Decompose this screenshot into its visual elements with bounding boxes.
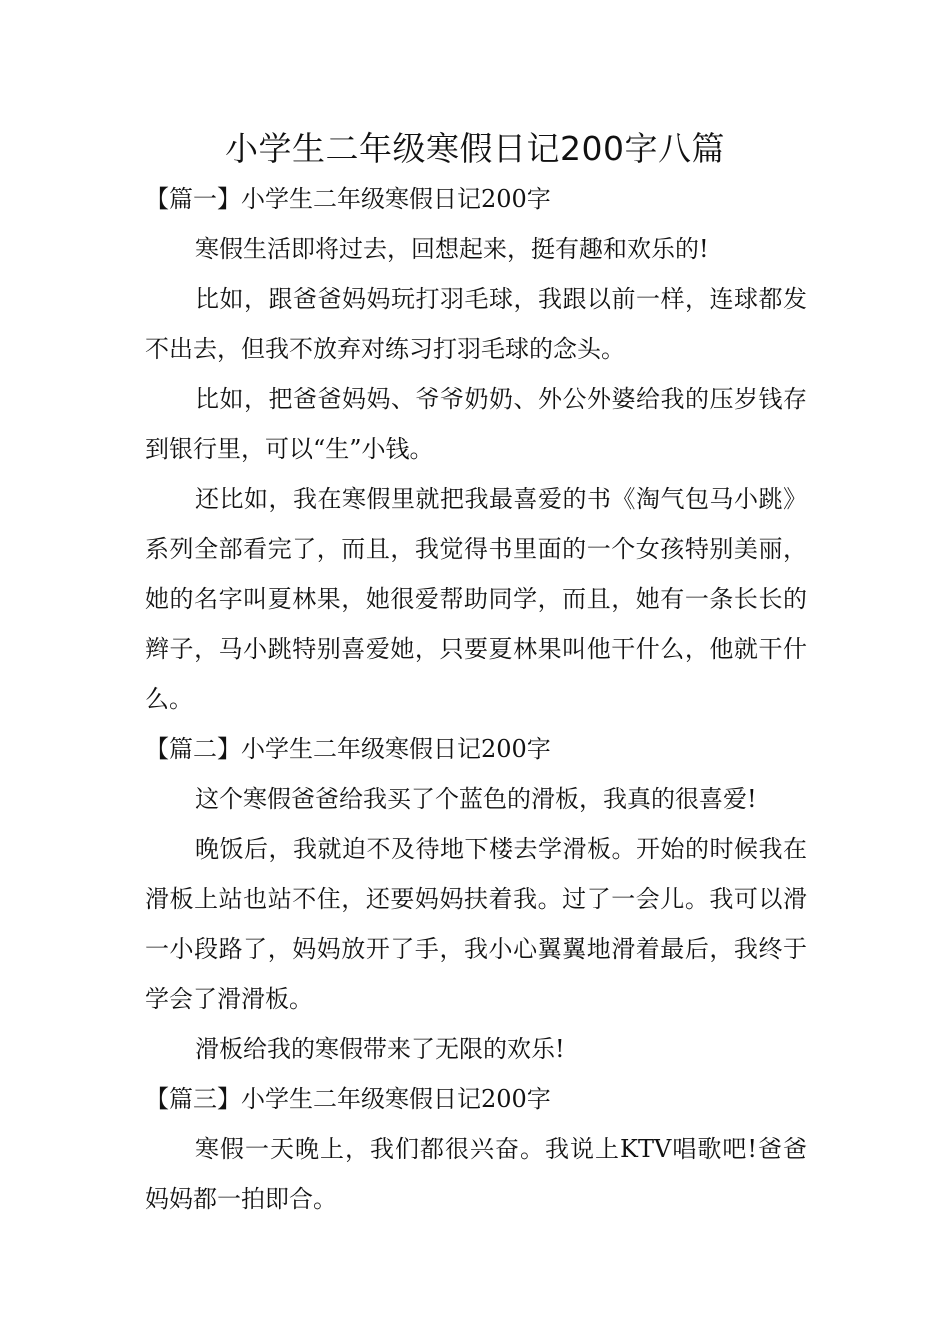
paragraph: 比如，把爸爸妈妈、爷爷奶奶、外公外婆给我的压岁钱存到银行里，可以“生”小钱。 [145, 385, 807, 463]
section-heading: 【篇二】小学生二年级寒假日记200字 [145, 735, 551, 763]
paragraph: 滑板给我的寒假带来了无限的欢乐! [195, 1035, 565, 1063]
paragraph: 寒假生活即将过去，回想起来，挺有趣和欢乐的! [195, 235, 709, 263]
paragraph: 还比如，我在寒假里就把我最喜爱的书《淘气包马小跳》系列全部看完了，而且，我觉得书里面的一个女孩特别美丽，她的名字叫夏林果，她很爱帮助同学，而且，她有一条长长的辫子，马小跳特别喜爱她，只要夏林果叫他干什么，他就干什么。 [145, 485, 807, 713]
document-title: 小学生二年级寒假日记200字八篇 [225, 129, 725, 168]
section-heading: 【篇一】小学生二年级寒假日记200字 [145, 185, 551, 213]
paragraph: 比如，跟爸爸妈妈玩打羽毛球，我跟以前一样，连球都发不出去，但我不放弃对练习打羽毛球的念头。 [145, 285, 807, 363]
section-1 [145, 174, 807, 724]
paragraph: 寒假一天晚上，我们都很兴奋。我说上KTV唱歌吧!爸爸妈妈都一拍即合。 [145, 1135, 807, 1213]
section-heading: 【篇三】小学生二年级寒假日记200字 [145, 1085, 551, 1113]
section-3 [145, 1074, 807, 1224]
paragraph: 这个寒假爸爸给我买了个蓝色的滑板，我真的很喜爱! [195, 785, 757, 813]
paragraph: 晚饭后，我就迫不及待地下楼去学滑板。开始的时候我在滑板上站也站不住，还要妈妈扶着我。过了一会儿。我可以滑一小段路了，妈妈放开了手，我小心翼翼地滑着最后，我终于学会了滑滑板。 [145, 835, 807, 1013]
document-body [145, 174, 807, 1224]
section-2 [145, 724, 807, 1074]
